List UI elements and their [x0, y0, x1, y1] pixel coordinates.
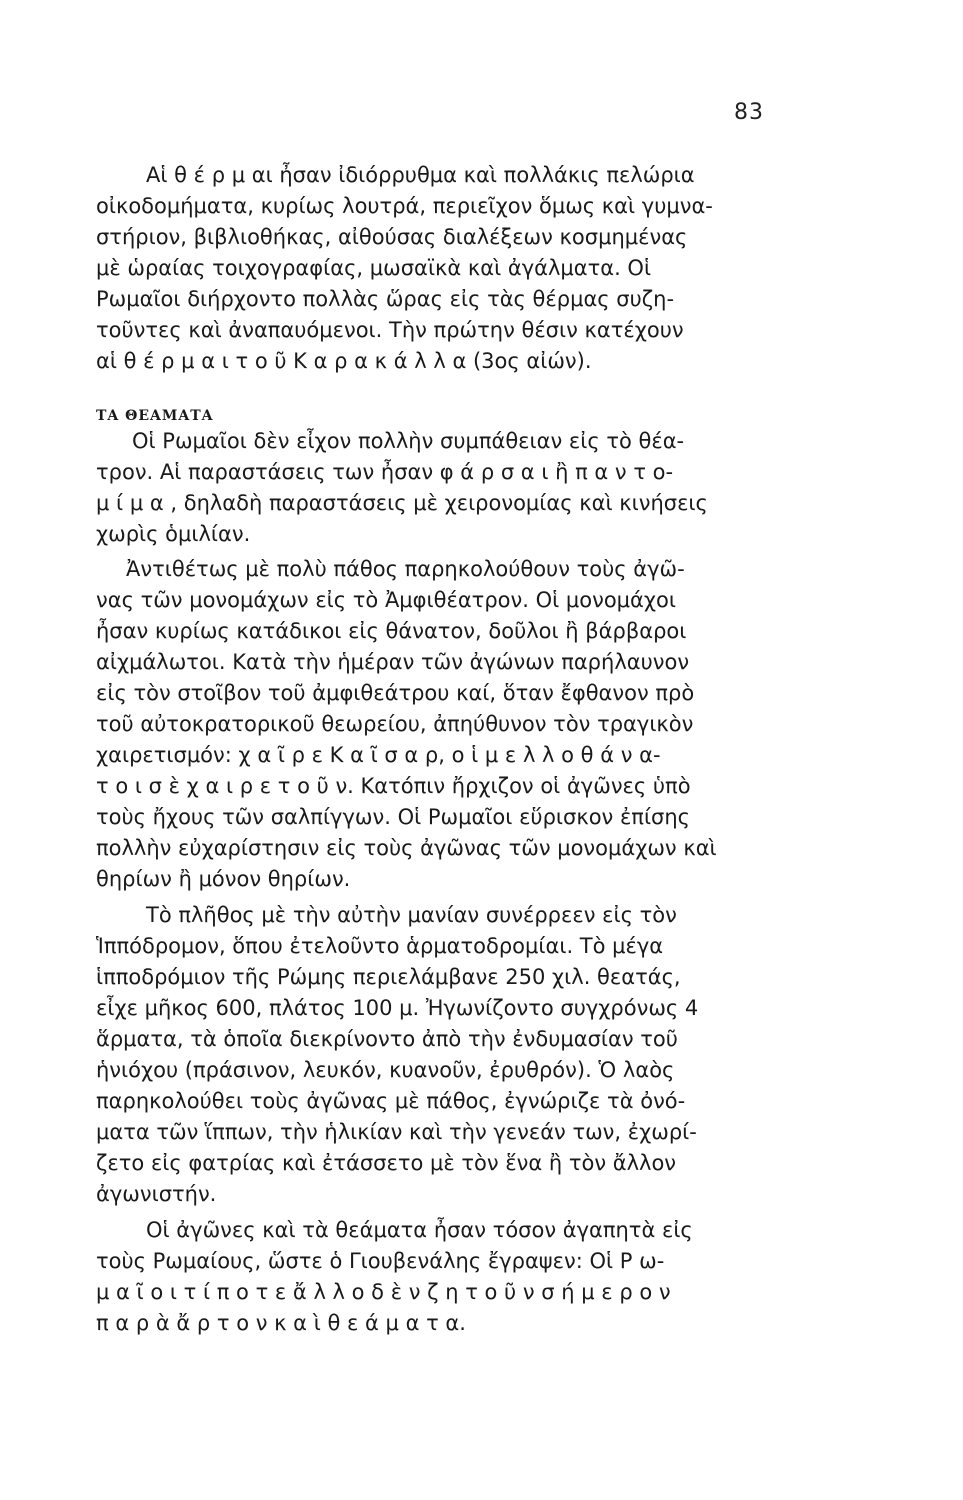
- text-line: Ἀντιθέτως μὲ πολὺ πάθος παρηκολούθουν τοὺς ἀγῶ-: [126, 557, 685, 581]
- text-line: εἶχε μῆκος 600, πλάτος 100 μ. Ἠγωνίζοντο συγχρόνως 4: [96, 996, 699, 1020]
- text-line: παρηκολούθει τοὺς ἀγῶνας μὲ πάθος, ἐγνώριζε τὰ ὀνό-: [96, 1089, 686, 1113]
- text-line: χαιρετισμόν: χ α ῖ ρ ε Κ α ῖ σ α ρ, ο ἱ μ ε λ λ ο θ ά ν α-: [96, 743, 661, 767]
- text-line: τοὺς Ρωμαίους, ὥστε ὁ Γιουβενάλης ἔγραψεν: Οἱ Ρ ω-: [96, 1249, 665, 1273]
- text-line: Οἱ ἀγῶνες καὶ τὰ θεάματα ἦσαν τόσον ἀγαπητὰ εἰς: [146, 1218, 693, 1242]
- text-line: οἰκοδομήματα, κυρίως λουτρά, περιεῖχον ὅμως καὶ γυμνα-: [96, 194, 713, 218]
- text-line: τοῦντες καὶ ἀναπαυόμενοι. Τὴν πρώτην θέσιν κατέχουν: [96, 318, 684, 342]
- page-number: 83: [734, 100, 764, 125]
- section-heading: ΤΑ ΘΕΑΜΑΤΑ: [96, 408, 214, 424]
- text-line: ματα τῶν ἵππων, τὴν ἡλικίαν καὶ τὴν γενεάν των, ἐχωρί-: [96, 1120, 697, 1144]
- text-line: Αἱ θ έ ρ μ αι ἦσαν ἰδιόρρυθμα καὶ πολλάκις πελώρια: [146, 163, 695, 187]
- text-line: μὲ ὡραίας τοιχογραφίας, μωσαϊκὰ καὶ ἀγάλματα. Οἱ: [96, 256, 652, 280]
- text-line: θηρίων ἢ μόνον θηρίων.: [96, 867, 351, 891]
- text-line: ζετο εἰς φατρίας καὶ ἐτάσσετο μὲ τὸν ἕνα ἢ τὸν ἄλλον: [96, 1151, 677, 1175]
- text-line: ἦσαν κυρίως κατάδικοι εἰς θάνατον, δοῦλοι ἢ βάρβαροι: [96, 619, 687, 643]
- text-line: τ ο ι σ ὲ χ α ι ρ ε τ ο ῦ ν. Κατόπιν ἤρχιζον οἱ ἀγῶνες ὑπὸ: [96, 774, 691, 798]
- text-line: τρον. Αἱ παραστάσεις των ἦσαν φ ά ρ σ α ι ἢ π α ν τ ο-: [96, 460, 674, 484]
- text-line: π α ρ ὰ ἄ ρ τ ο ν κ α ὶ θ ε ά μ α τ α.: [96, 1311, 466, 1335]
- text-line: Ἱππόδρομον, ὅπου ἐτελοῦντο ἁρματοδρομίαι. Τὸ μέγα: [96, 934, 664, 958]
- text-line: ἅρματα, τὰ ὁποῖα διεκρίνοντο ἀπὸ τὴν ἐνδυμασίαν τοῦ: [96, 1027, 678, 1051]
- text-line: Οἱ Ρωμαῖοι δὲν εἶχον πολλὴν συμπάθειαν εἰς τὸ θέα-: [132, 429, 685, 453]
- text-line: τοῦ αὐτοκρατορικοῦ θεωρείου, ἀπηύθυνον τὸν τραγικὸν: [96, 712, 694, 736]
- text-line: πολλὴν εὐχαρίστησιν εἰς τοὺς ἀγῶνας τῶν μονομάχων καὶ: [96, 836, 717, 860]
- text-line: ἀγωνιστήν.: [96, 1182, 217, 1206]
- text-line: Ρωμαῖοι διήρχοντο πολλὰς ὥρας εἰς τὰς θέρμας συζη-: [96, 287, 675, 311]
- text-line: ἱπποδρόμιον τῆς Ρώμης περιελάμβανε 250 χιλ. θεατάς,: [96, 965, 681, 989]
- text-line: αἰχμάλωτοι. Κατὰ τὴν ἡμέραν τῶν ἀγώνων παρήλαυνον: [96, 650, 690, 674]
- text-line: μ ί μ α , δηλαδὴ παραστάσεις μὲ χειρονομίας καὶ κινήσεις: [96, 491, 708, 515]
- text-line: νας τῶν μονομάχων εἰς τὸ Ἀμφιθέατρον. Οἱ μονομάχοι: [96, 588, 676, 612]
- text-line: χωρὶς ὁμιλίαν.: [96, 522, 251, 546]
- text-line: εἰς τὸν στοῖβον τοῦ ἀμφιθεάτρου καί, ὅταν ἔφθανον πρὸ: [96, 681, 695, 705]
- text-line: ἡνιόχου (πράσινον, λευκόν, κυανοῦν, ἐρυθρόν). Ὁ λαὸς: [96, 1058, 675, 1082]
- text-line: στήριον, βιβλιοθήκας, αἰθούσας διαλέξεων κοσμημένας: [96, 225, 688, 249]
- text-line: μ α ῖ ο ι τ ί π ο τ ε ἄ λ λ ο δ ὲ ν ζ η τ ο ῦ ν σ ή μ ε ρ ο ν: [96, 1280, 671, 1304]
- text-line: Τὸ πλῆθος μὲ τὴν αὐτὴν μανίαν συνέρρεεν εἰς τὸν: [146, 903, 677, 927]
- text-line: αἱ θ έ ρ μ α ι τ ο ῦ Κ α ρ α κ ά λ λ α (3ος αἰών).: [96, 349, 592, 373]
- text-line: τοὺς ἤχους τῶν σαλπίγγων. Οἱ Ρωμαῖοι εὕρισκον ἐπίσης: [96, 805, 690, 829]
